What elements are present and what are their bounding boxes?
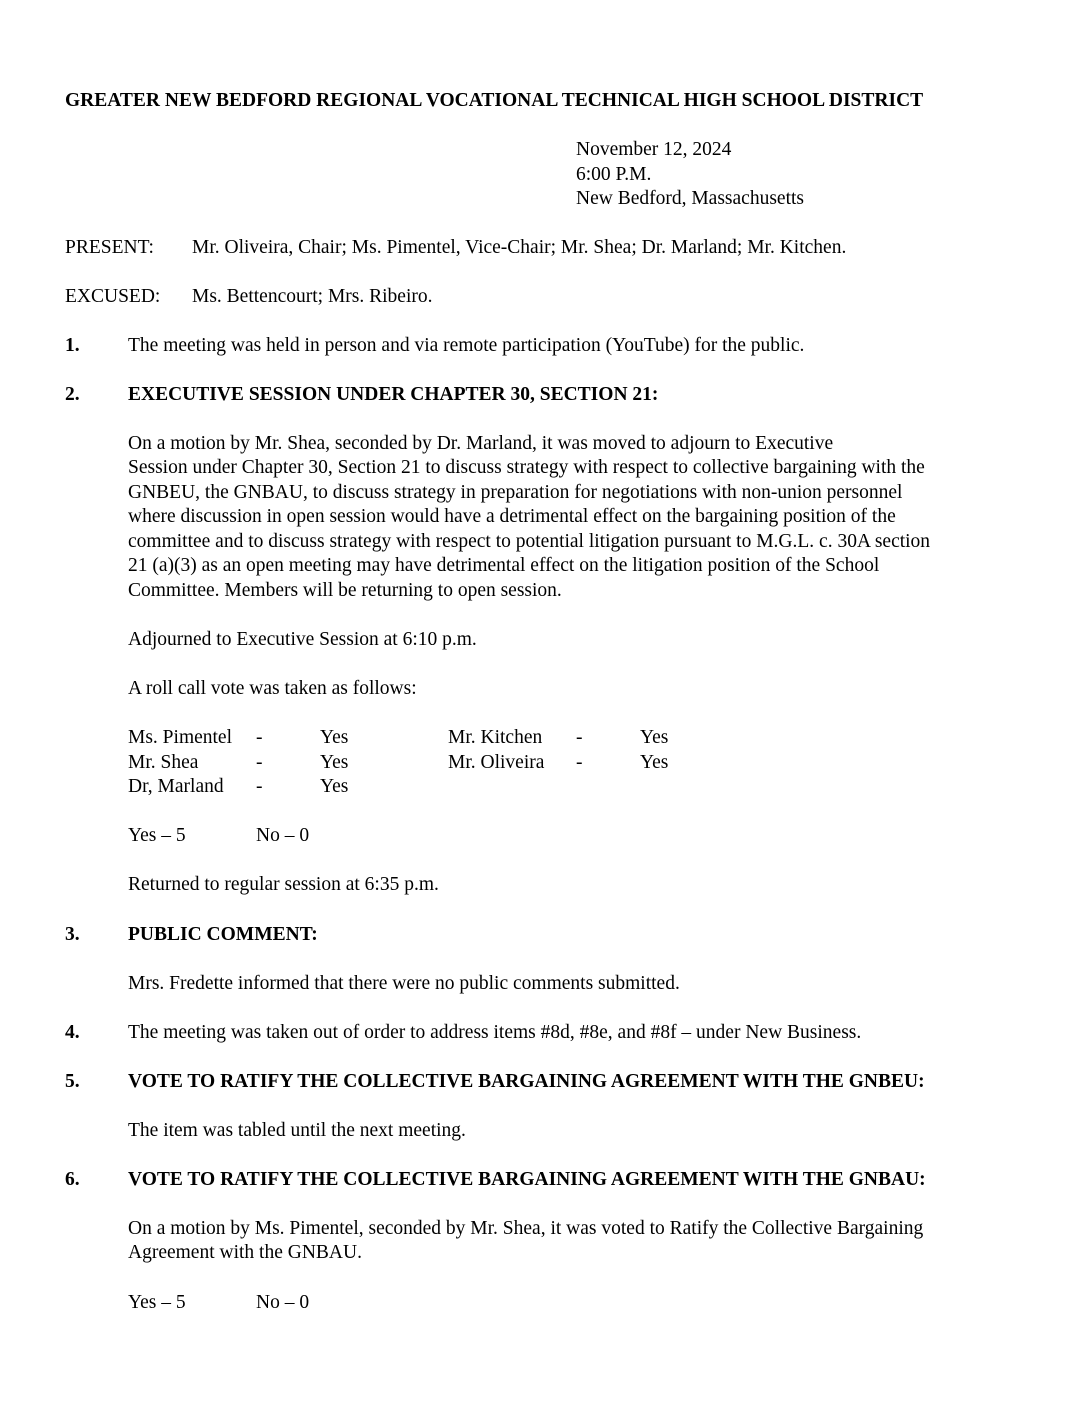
vote-tally-no: No – 0 [256,1292,310,1313]
item-text: Mrs. Fredette informed that there were no public comments submitted. [128,973,680,994]
meeting-date: November 12, 2024 [576,139,732,160]
roll-call-name: Ms. Pimentel [128,727,233,748]
item-heading: PUBLIC COMMENT: [128,924,318,945]
roll-call-vote: Yes [640,752,669,773]
item-text: The meeting was taken out of order to address items #8d, #8e, and #8f – under New Business. [128,1022,862,1043]
roll-call-vote: Yes [640,727,669,748]
item-number: 1. [65,335,80,356]
adjourned-note: Adjourned to Executive Session at 6:10 p.m. [128,629,477,650]
item-number: 6. [65,1169,80,1190]
item-number: 2. [65,384,80,405]
roll-call-name: Mr. Kitchen [448,727,543,748]
roll-call-name: Mr. Shea [128,752,199,773]
motion-text-line: committee and to discuss strategy with respect to potential litigation pursuant to M.G.L. c. 30A section [128,531,931,552]
roll-call-name: Mr. Oliveira [448,752,545,773]
present-label: PRESENT: [65,237,154,258]
roll-call-dash: - [256,752,263,773]
item-heading: VOTE TO RATIFY THE COLLECTIVE BARGAINING AGREEMENT WITH THE GNBEU: [128,1071,925,1092]
vote-tally-no: No – 0 [256,825,310,846]
item-heading: VOTE TO RATIFY THE COLLECTIVE BARGAINING AGREEMENT WITH THE GNBAU: [128,1169,926,1190]
motion-text-line: Agreement with the GNBAU. [128,1242,362,1263]
roll-call-vote: Yes [320,752,349,773]
item-heading: EXECUTIVE SESSION UNDER CHAPTER 30, SECTION 21: [128,384,659,405]
meeting-time: 6:00 P.M. [576,164,652,185]
roll-call-name: Dr, Marland [128,776,224,797]
item-text: The item was tabled until the next meeting. [128,1120,466,1141]
roll-call-dash: - [576,752,583,773]
roll-call-intro: A roll call vote was taken as follows: [128,678,417,699]
motion-text-line: where discussion in open session would have a detrimental effect on the bargaining position of the [128,506,896,527]
roll-call-vote: Yes [320,727,349,748]
motion-text-line: On a motion by Ms. Pimentel, seconded by Mr. Shea, it was voted to Ratify the Collective Bargaining [128,1218,924,1239]
vote-tally-yes: Yes – 5 [128,1292,186,1313]
returned-note: Returned to regular session at 6:35 p.m. [128,874,439,895]
motion-text-line: On a motion by Mr. Shea, seconded by Dr. Marland, it was moved to adjourn to Executive [128,433,834,454]
item-number: 4. [65,1022,80,1043]
motion-text-line: Committee. Members will be returning to open session. [128,580,562,601]
excused-label: EXCUSED: [65,286,161,307]
roll-call-dash: - [576,727,583,748]
item-number: 5. [65,1071,80,1092]
excused-members: Ms. Bettencourt; Mrs. Ribeiro. [192,286,433,307]
meeting-location: New Bedford, Massachusetts [576,188,804,209]
document-title: GREATER NEW BEDFORD REGIONAL VOCATIONAL TECHNICAL HIGH SCHOOL DISTRICT [65,90,924,111]
roll-call-vote: Yes [320,776,349,797]
roll-call-dash: - [256,727,263,748]
vote-tally-yes: Yes – 5 [128,825,186,846]
motion-text-line: 21 (a)(3) as an open meeting may have detrimental effect on the litigation position of the School [128,555,880,576]
item-text: The meeting was held in person and via remote participation (YouTube) for the public. [128,335,805,356]
motion-text-line: GNBEU, the GNBAU, to discuss strategy in preparation for negotiations with non-union personnel [128,482,903,503]
item-number: 3. [65,924,80,945]
present-members: Mr. Oliveira, Chair; Ms. Pimentel, Vice-Chair; Mr. Shea; Dr. Marland; Mr. Kitchen. [192,237,847,258]
roll-call-dash: - [256,776,263,797]
motion-text-line: Session under Chapter 30, Section 21 to discuss strategy with respect to collective bargaining with the [128,457,925,478]
